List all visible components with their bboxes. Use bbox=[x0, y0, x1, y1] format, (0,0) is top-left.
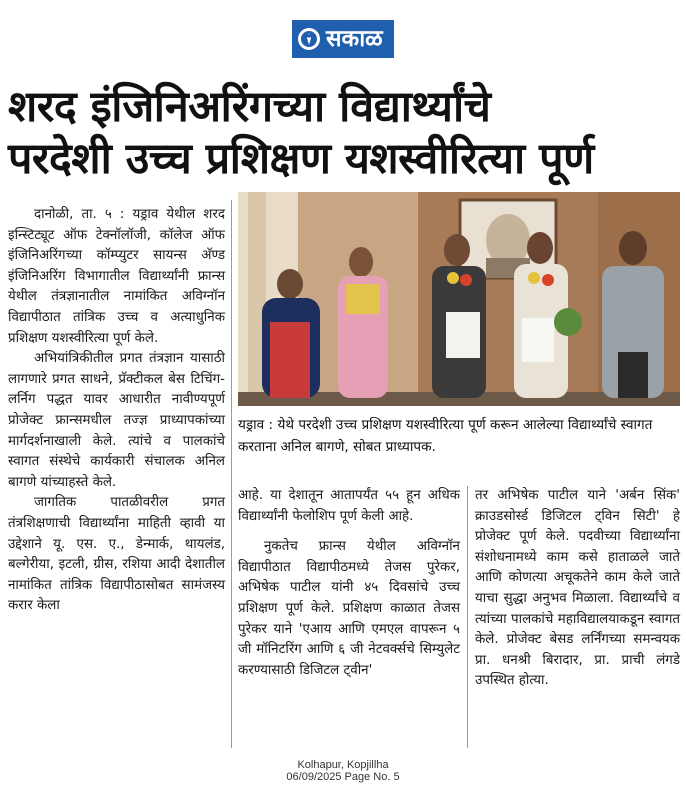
article-paragraph: नुकतेच फ्रान्स येथील अविग्नॉन विद्यापीठात विद्यापीठमध्ये तेजस पुरेकर, अभिषेक पाटील यांनी ४५ दिवसांचे उच्च प्रशिक्षण पूर्ण केले. प्रशिक्षण काळात तेजस पुरेकर याने 'एआय आणि एमएल वापरून ५ जी मॉनिटरिंग आणि ६ जी नेटवर्क्सचे सिम्युलेट करण्यासाठी डिजिटल ट्वीन' bbox=[238, 539, 460, 678]
headline-line-2: परदेशी उच्च प्रशिक्षण यशस्वीरित्या पूर्ण bbox=[8, 134, 594, 184]
column-divider bbox=[467, 486, 468, 748]
photo-caption: यड्राव : येथे परदेशी उच्च प्रशिक्षण यशस्वीरित्या पूर्ण करून आलेल्या विद्यार्थ्यांचे स्वागत करताना अनिल बागणे, सोबत प्राध्यापक. bbox=[238, 417, 653, 455]
sakal-emblem-icon bbox=[298, 28, 320, 50]
masthead-logo bbox=[292, 20, 394, 58]
footer-date-page: 06/09/2025 Page No. 5 bbox=[286, 771, 400, 783]
article-paragraph: आहे. या देशातून आतापर्यंत ५५ हून अधिक विद्यार्थ्यांनी फेलोशिप पूर्ण केली आहे. bbox=[238, 488, 460, 524]
masthead-name: सकाळ bbox=[326, 25, 383, 52]
photo-illustration bbox=[238, 192, 680, 406]
headline-line-1: शरद इंजिनिअरिंगच्या विद्यार्थ्यांचे bbox=[8, 82, 491, 132]
article-column-3 bbox=[475, 486, 680, 692]
article-column-1 bbox=[8, 205, 225, 617]
article-paragraph: दानोळी, ता. ५ : यड्राव येथील शरद इन्स्टिट्यूट ऑफ टेक्नॉलॉजी, कॉलेज ऑफ इंजिनिअरिंगच्या कॉम्प्युटर सायन्स अ‍ॅण्ड इंजिनिअरिंग विभागातील विद्यार्थ्यांनी फ्रान्स येथील तंत्रज्ञानातील नामांकित अविग्नॉन विद्यापीठात तांत्रिक उच्च व अत्याधुनिक प्रशिक्षण यशस्वीरित्या पूर्ण केले. bbox=[8, 207, 225, 346]
article-paragraph: तर अभिषेक पाटील याने 'अर्बन सिंक' क्राउडसोर्स्ड डिजिटल ट्विन सिटी' हे प्रोजेक्ट पूर्ण केले. पदवीच्या विद्यार्थ्यांना संशोधनामध्ये काम कसे हाताळले जाते आणि कोणत्या अचूकतेने काम केले जाते याचा सुद्धा अनुभव मिळाला. विद्यार्थ्यांचे व त्यांच्या पालकांचे महाविद्यालयाकडून स्वागत केले. प्रोजेक्ट बेसड लर्निंगच्या समन्वयक प्रा. धनश्री बिरादार, प्रा. प्राची लंगडे उपस्थित होत्या. bbox=[475, 488, 680, 689]
article-column-2 bbox=[238, 486, 460, 681]
page-footer bbox=[0, 759, 686, 783]
footer-edition: Kolhapur, Kopjillha bbox=[297, 759, 389, 771]
column-divider bbox=[231, 200, 232, 748]
news-photo bbox=[238, 192, 680, 406]
article-paragraph: अभियांत्रिकीतील प्रगत तंत्रज्ञान यासाठी लागणारे प्रगत साधने, प्रॅक्टीकल बेस टिचिंग-लर्निग पद्धत यावर आधारीत नावीण्यपूर्ण प्रोजेक्ट फ्रान्समधील तज्ज्ञ प्राध्यापकांच्या मार्गदर्शनाखाली केले. त्यांचे व पालकांचे स्वागत संस्थेचे कार्यकारी संचालक अनिल बागणे यांच्याहस्ते केले. bbox=[8, 351, 225, 490]
article-paragraph: जागतिक पातळीवरील प्रगत तंत्रशिक्षणाची विद्यार्थ्यांना माहिती व्हावी या उद्देशाने यू. एस. ए., डेन्मार्क, थायलंड, बल्गेरीया, इटली, ग्रीस, रशिया आदी देशातील नामांकित तांत्रिक विद्यापीठासोबत सामंजस्य करार केला bbox=[8, 495, 225, 614]
